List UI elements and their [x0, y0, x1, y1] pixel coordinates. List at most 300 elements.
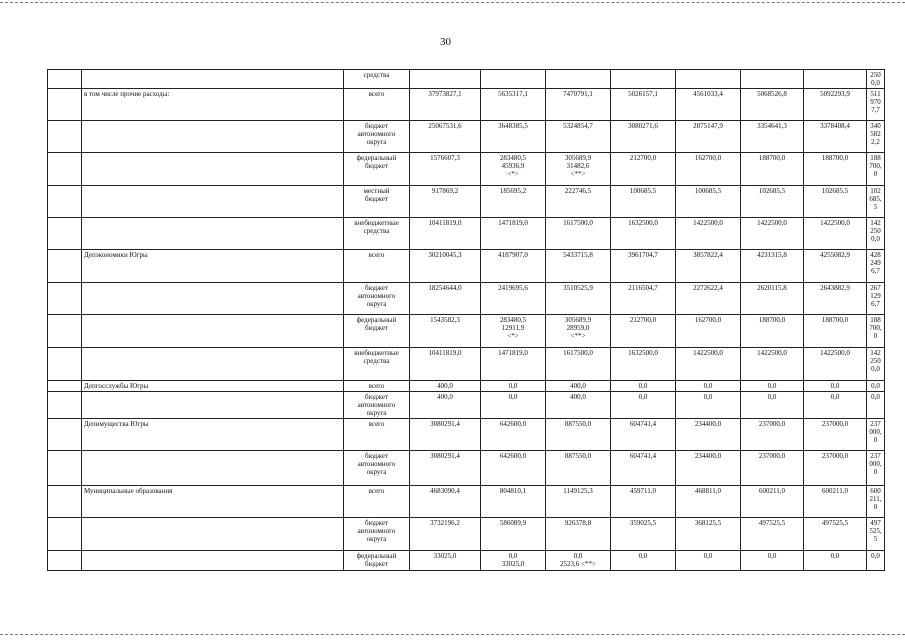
amount-value: 1471819,0: [498, 219, 528, 227]
amount-value: 468811,0: [695, 487, 721, 495]
amount-value: 1617500,0: [563, 219, 593, 227]
amount-value: 4561033,4: [693, 90, 723, 98]
amount-cell: [611, 283, 676, 315]
amount-value: 188700,0: [821, 154, 849, 162]
amount-cell: [410, 419, 481, 451]
amount-value: 0,0: [638, 382, 648, 390]
funding-source-cell: всего: [344, 381, 410, 392]
executor-name-cell: [82, 121, 344, 153]
amount-cell: [481, 486, 546, 518]
amount-value: 237000,0: [758, 452, 786, 460]
amount-value: 2116504,7: [628, 284, 658, 292]
table-row: [48, 186, 885, 218]
funding-source-cell: федеральный бюджет: [344, 153, 410, 186]
amount-cell: [546, 283, 611, 315]
amount-cell: [481, 218, 546, 250]
amount-value: 237 000, 0: [869, 420, 882, 444]
amount-cell: [546, 153, 611, 186]
amount-cell: [481, 381, 546, 392]
amount-value: 1632500,0: [628, 219, 658, 227]
funding-source-cell: всего: [344, 419, 410, 451]
amount-value: 400,0: [437, 382, 453, 390]
amount-value: 188 700, 0: [869, 154, 882, 178]
amount-cell: [804, 348, 867, 381]
amount-cell: [481, 186, 546, 218]
amount-value: 887550,0: [564, 452, 592, 460]
amount-value: 0,0: [508, 382, 518, 390]
row-index-cell: [48, 250, 82, 283]
row-index-cell: [48, 451, 82, 486]
amount-cell: [676, 551, 741, 571]
table-row: [48, 250, 885, 283]
amount-value: 162700,0: [694, 316, 722, 324]
amount-cell: [611, 419, 676, 451]
amount-value: 2272622,4: [693, 284, 723, 292]
amount-cell: [546, 218, 611, 250]
amount-value: 267 129 6,7: [870, 284, 881, 308]
table-row: [48, 89, 885, 121]
amount-cell: [804, 381, 867, 392]
amount-cell: [481, 392, 546, 419]
amount-value: 283480,5: [499, 316, 527, 324]
amount-value: 459711,0: [630, 487, 656, 495]
amount-cell: [611, 315, 676, 348]
amount-cell: [546, 419, 611, 451]
amount-value: 102 685, 5: [869, 187, 882, 211]
amount-cell: [676, 70, 741, 89]
total-value-cell: [867, 89, 885, 121]
amount-value: 4187907,0: [498, 251, 528, 259]
amount-cell: [410, 121, 481, 153]
amount-cell: [804, 186, 867, 218]
amount-value: 3732196,2: [430, 519, 460, 527]
amount-value: 1149125,3: [563, 487, 593, 495]
amount-cell: [410, 89, 481, 121]
row-index-cell: [48, 551, 82, 571]
amount-value: 0,0: [871, 393, 880, 401]
total-value-cell: [867, 218, 885, 250]
budget-table-body: [48, 70, 885, 571]
table-row: [48, 419, 885, 451]
amount-cell: [546, 121, 611, 153]
amount-cell: [804, 419, 867, 451]
amount-cell: [741, 186, 804, 218]
amount-value: 212700,0: [629, 316, 657, 324]
amount-value: 642600,0: [499, 420, 527, 428]
row-index-cell: [48, 70, 82, 89]
amount-cell: [804, 518, 867, 551]
amount-value: 5068526,8: [757, 90, 787, 98]
amount-value: 0,0: [830, 382, 840, 390]
amount-cell: [611, 551, 676, 571]
amount-value: 1422500,0: [693, 349, 723, 357]
amount-cell: [546, 70, 611, 89]
amount-cell: [676, 186, 741, 218]
total-value-cell: [867, 250, 885, 283]
amount-value: 3080271,6: [628, 122, 658, 130]
amount-cell: [410, 283, 481, 315]
amount-value: 3378408,4: [820, 122, 850, 130]
amount-cell: [481, 283, 546, 315]
amount-value: 1632500,0: [628, 349, 658, 357]
amount-cell: [611, 518, 676, 551]
row-index-cell: [48, 121, 82, 153]
amount-cell: [741, 250, 804, 283]
table-row: [48, 551, 885, 571]
executor-name-cell: [82, 518, 344, 551]
amount-value: 142 250 0,0: [870, 219, 881, 243]
row-index-cell: [48, 518, 82, 551]
total-value-cell: [867, 486, 885, 518]
amount-cell: [741, 89, 804, 121]
total-value-cell: [867, 153, 885, 186]
amount-cell: [481, 419, 546, 451]
table-row: [48, 451, 885, 486]
table-row: [48, 121, 885, 153]
amount-cell: [410, 153, 481, 186]
executor-name-cell: в том числе прочие расходы:: [82, 89, 344, 121]
table-row: [48, 381, 885, 392]
amount-value: 3080291,4: [430, 452, 460, 460]
amount-value: 7470791,1: [563, 90, 593, 98]
funding-source-cell: бюджет автономного округа: [344, 518, 410, 551]
amount-value: 234400,0: [694, 420, 722, 428]
amount-value: 0,0: [638, 552, 648, 560]
amount-value: 188700,0: [758, 316, 786, 324]
amount-cell: [741, 486, 804, 518]
amount-value: 305689,9: [564, 154, 592, 162]
amount-value: 5433715,8: [563, 251, 593, 259]
amount-value: 428 249 6,7: [870, 251, 881, 275]
funding-source-cell: бюджет автономного округа: [344, 392, 410, 419]
amount-value: 1422500,0: [820, 349, 850, 357]
amount-cell: [804, 70, 867, 89]
amount-value: 237000,0: [821, 420, 849, 428]
table-row: [48, 392, 885, 419]
amount-value: 142 250 0,0: [870, 349, 881, 373]
table-row: [48, 315, 885, 348]
amount-value: 4683090,4: [430, 487, 460, 495]
amount-cell: [410, 70, 481, 89]
amount-cell: [611, 392, 676, 419]
amount-cell: [741, 381, 804, 392]
amount-cell: [546, 551, 611, 571]
amount-value: 237 000, 0: [869, 452, 882, 476]
amount-value: 0,0: [508, 393, 518, 401]
amount-cell: [410, 348, 481, 381]
amount-value: 5092293,9: [820, 90, 850, 98]
executor-name-cell: [82, 218, 344, 250]
amount-value: 18254644,0: [428, 284, 462, 292]
page-top-edge: [0, 2, 905, 4]
amount-cell: [804, 486, 867, 518]
executor-name-cell: Депимущества Югры: [82, 419, 344, 451]
executor-name-cell: [82, 348, 344, 381]
amount-value: 511 970 7,7: [870, 90, 881, 114]
amount-cell: [676, 218, 741, 250]
amount-value: 188700,0: [821, 316, 849, 324]
page-bottom-edge: [0, 634, 905, 636]
amount-cell: [804, 218, 867, 250]
amount-value: 5026157,1: [628, 90, 658, 98]
amount-cell: [676, 89, 741, 121]
amount-value: 188700,0: [758, 154, 786, 162]
row-index-cell: [48, 392, 82, 419]
amount-value: 586089,9: [499, 519, 527, 527]
amount-value: 162700,0: [694, 154, 722, 162]
amount-value: 0,0: [638, 393, 648, 401]
funding-source-cell: внебюджетные средства: [344, 348, 410, 381]
amount-cell: [481, 153, 546, 186]
amount-cell: [676, 419, 741, 451]
amount-cell: [804, 153, 867, 186]
amount-value: 887550,0: [564, 420, 592, 428]
amount-value: 102685,5: [758, 187, 786, 195]
table-row: [48, 70, 885, 89]
amount-cell: [676, 121, 741, 153]
amount-value: 926378,8: [564, 519, 592, 527]
amount-value: 400,0: [437, 393, 453, 401]
amount-value: 188 700, 0: [869, 316, 882, 340]
amount-cell: [676, 518, 741, 551]
amount-cell: [611, 218, 676, 250]
amount-value: 359025,5: [629, 519, 657, 527]
amount-cell: [611, 381, 676, 392]
amount-cell: [410, 518, 481, 551]
table-row: [48, 348, 885, 381]
total-value-cell: [867, 348, 885, 381]
amount-value: 600 211, 0: [869, 487, 882, 511]
amount-value: 340 582 2,2: [870, 122, 881, 146]
amount-cell: [676, 392, 741, 419]
amount-value: 4255082,9: [820, 251, 850, 259]
amount-cell: [804, 283, 867, 315]
amount-cell: [546, 392, 611, 419]
amount-value: 804810,1: [499, 487, 527, 495]
amount-cell: [741, 551, 804, 571]
row-index-cell: [48, 419, 82, 451]
executor-name-cell: [82, 283, 344, 315]
amount-value: 2643882,9: [820, 284, 850, 292]
amount-cell: [546, 250, 611, 283]
funding-source-cell: всего: [344, 250, 410, 283]
total-value-cell: [867, 315, 885, 348]
funding-source-cell: местный бюджет: [344, 186, 410, 218]
amount-subvalue: 12911,9 <*>: [501, 324, 525, 340]
total-value-cell: [867, 283, 885, 315]
row-index-cell: [48, 153, 82, 186]
amount-cell: [481, 70, 546, 89]
amount-value: 1422500,0: [820, 219, 850, 227]
amount-value: 497 525, 5: [869, 519, 882, 543]
amount-value: 102685,5: [821, 187, 849, 195]
amount-value: 250 0,0: [870, 71, 881, 87]
executor-name-cell: Депгосслужбы Югры: [82, 381, 344, 392]
amount-value: 1422500,0: [757, 349, 787, 357]
row-index-cell: [48, 315, 82, 348]
amount-value: 25067531,6: [428, 122, 462, 130]
executor-name-cell: [82, 451, 344, 486]
amount-value: 0,0: [703, 382, 713, 390]
amount-value: 3961704,7: [628, 251, 658, 259]
total-value-cell: [867, 551, 885, 571]
amount-cell: [611, 451, 676, 486]
amount-value: 3080291,4: [430, 420, 460, 428]
page-number: 30: [440, 36, 451, 48]
amount-value: 600211,0: [822, 487, 848, 495]
executor-name-cell: [82, 315, 344, 348]
amount-cell: [481, 451, 546, 486]
total-value-cell: [867, 419, 885, 451]
total-value-cell: [867, 518, 885, 551]
amount-cell: [611, 486, 676, 518]
amount-value: 237000,0: [821, 452, 849, 460]
amount-value: 0,0: [703, 552, 713, 560]
amount-cell: [546, 381, 611, 392]
amount-cell: [741, 392, 804, 419]
amount-value: 100685,5: [694, 187, 722, 195]
funding-source-cell: средства: [344, 70, 410, 89]
amount-cell: [676, 250, 741, 283]
total-value-cell: [867, 392, 885, 419]
amount-value: 1422500,0: [757, 219, 787, 227]
amount-cell: [546, 486, 611, 518]
amount-value: 1617500,0: [563, 349, 593, 357]
amount-value: 212700,0: [629, 154, 657, 162]
amount-value: 2620115,8: [757, 284, 787, 292]
amount-value: 30210045,3: [428, 251, 462, 259]
amount-cell: [546, 348, 611, 381]
amount-value: 283480,5: [499, 154, 527, 162]
amount-value: 185695,2: [499, 187, 527, 195]
amount-cell: [741, 70, 804, 89]
amount-value: 604741,4: [629, 452, 657, 460]
table-row: [48, 153, 885, 186]
amount-cell: [611, 89, 676, 121]
amount-cell: [611, 348, 676, 381]
total-value-cell: [867, 451, 885, 486]
amount-value: 37973827,1: [428, 90, 462, 98]
amount-subvalue: 28959,0 <**>: [566, 324, 590, 340]
amount-value: 3510525,9: [563, 284, 593, 292]
funding-source-cell: федеральный бюджет: [344, 315, 410, 348]
amount-value: 368125,5: [694, 519, 722, 527]
amount-value: 3648385,5: [498, 122, 528, 130]
amount-cell: [546, 89, 611, 121]
funding-source-cell: федеральный бюджет: [344, 551, 410, 571]
amount-cell: [611, 121, 676, 153]
amount-subvalue: 2523,6 <**>: [560, 560, 596, 568]
amount-value: 0,0: [830, 552, 840, 560]
amount-value: 0,0: [767, 552, 777, 560]
executor-name-cell: [82, 551, 344, 571]
amount-cell: [410, 250, 481, 283]
amount-cell: [804, 451, 867, 486]
funding-source-cell: бюджет автономного округа: [344, 451, 410, 486]
amount-value: 0,0: [830, 393, 840, 401]
amount-cell: [410, 381, 481, 392]
amount-subvalue: 31482,6 <**>: [566, 162, 590, 178]
executor-name-cell: Депэкономики Югры: [82, 250, 344, 283]
funding-source-cell: внебюджетные средства: [344, 218, 410, 250]
amount-cell: [676, 348, 741, 381]
amount-value: 0,0: [573, 552, 583, 560]
amount-cell: [611, 153, 676, 186]
amount-cell: [481, 551, 546, 571]
amount-value: 400,0: [570, 393, 586, 401]
amount-value: 1471819,0: [498, 349, 528, 357]
total-value-cell: [867, 186, 885, 218]
amount-cell: [410, 392, 481, 419]
total-value-cell: [867, 70, 885, 89]
amount-value: 234400,0: [694, 452, 722, 460]
amount-cell: [481, 250, 546, 283]
table-row: [48, 218, 885, 250]
amount-cell: [546, 186, 611, 218]
amount-value: 305689,9: [564, 316, 592, 324]
row-index-cell: [48, 89, 82, 121]
amount-cell: [410, 486, 481, 518]
amount-cell: [741, 121, 804, 153]
amount-cell: [410, 551, 481, 571]
amount-value: 5324854,7: [563, 122, 593, 130]
amount-value: 0,0: [767, 382, 777, 390]
amount-cell: [676, 315, 741, 348]
funding-source-cell: всего: [344, 89, 410, 121]
row-index-cell: [48, 486, 82, 518]
amount-cell: [481, 121, 546, 153]
amount-value: 0,0: [871, 552, 880, 560]
amount-cell: [804, 392, 867, 419]
funding-source-cell: бюджет автономного округа: [344, 121, 410, 153]
amount-cell: [741, 218, 804, 250]
row-index-cell: [48, 186, 82, 218]
amount-cell: [804, 551, 867, 571]
amount-cell: [410, 218, 481, 250]
amount-cell: [410, 451, 481, 486]
total-value-cell: [867, 381, 885, 392]
amount-value: 0,0: [871, 382, 880, 390]
amount-cell: [410, 186, 481, 218]
amount-value: 2875147,9: [693, 122, 723, 130]
executor-name-cell: [82, 186, 344, 218]
amount-value: 10411819,0: [428, 219, 462, 227]
amount-cell: [611, 70, 676, 89]
amount-value: 5635317,1: [498, 90, 528, 98]
amount-subvalue: 45936,9 <*>: [501, 162, 525, 178]
row-index-cell: [48, 283, 82, 315]
amount-cell: [546, 451, 611, 486]
amount-value: 1422500,0: [693, 219, 723, 227]
amount-value: 3857822,4: [693, 251, 723, 259]
amount-cell: [481, 315, 546, 348]
amount-value: 10411819,0: [428, 349, 462, 357]
amount-subvalue: 33025,0: [501, 560, 525, 568]
amount-cell: [741, 315, 804, 348]
row-index-cell: [48, 218, 82, 250]
executor-name-cell: [82, 153, 344, 186]
executor-name-cell: [82, 392, 344, 419]
budget-table: [47, 69, 885, 571]
amount-cell: [611, 186, 676, 218]
amount-value: 917869,2: [431, 187, 459, 195]
amount-value: 604741,4: [629, 420, 657, 428]
amount-cell: [546, 518, 611, 551]
amount-value: 0,0: [767, 393, 777, 401]
funding-source-cell: бюджет автономного округа: [344, 283, 410, 315]
amount-cell: [676, 153, 741, 186]
amount-cell: [481, 89, 546, 121]
